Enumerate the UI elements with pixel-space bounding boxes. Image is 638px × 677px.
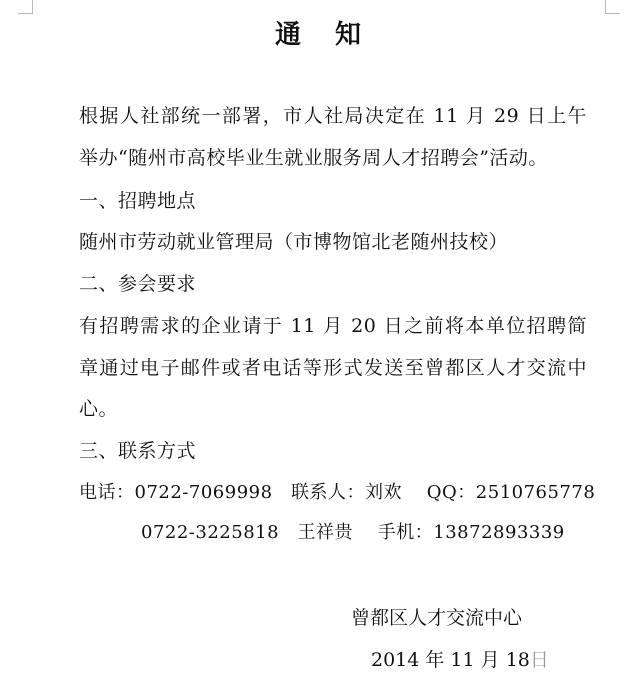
intro-line-1: 根据人社部统一部署，市人社局决定在 11 月 29 日上午: [79, 105, 587, 127]
section2-line-2: 章通过电子邮件或者电话等形式发送至曾都区人才交流中: [79, 357, 587, 379]
section2-heading: 二、参会要求: [79, 273, 197, 295]
signature-date-day: 日: [529, 649, 549, 671]
section3-heading: 三、联系方式: [79, 440, 197, 462]
page-corner-marker-right: [605, 0, 620, 14]
section2-line-1: 有招聘需求的企业请于 11 月 20 日之前将本单位招聘简: [79, 315, 587, 337]
contact-line-2: 0722-3225818 王祥贵 手机：13872893339: [141, 522, 565, 543]
section2-line-3: 心。: [79, 398, 119, 420]
signature-organization: 曾都区人才交流中心: [351, 607, 523, 629]
page-corner-marker-left: [18, 0, 33, 14]
document-title: [0, 14, 638, 51]
contact-line-1: 电话：0722-7069998 联系人：刘欢 QQ：2510765778: [79, 482, 596, 503]
intro-line-2: 举办“随州市高校毕业生就业服务周人才招聘会”活动。: [79, 147, 548, 169]
section1-text: 随州市劳动就业管理局（市博物馆北老随州技校）: [79, 231, 509, 253]
signature-date-main: 2014 年 11 月 18: [371, 649, 530, 671]
signature-date: [371, 645, 549, 672]
title-char-2: 知: [335, 20, 364, 50]
title-char-1: 通: [274, 20, 303, 50]
section1-heading: 一、招聘地点: [79, 190, 197, 212]
